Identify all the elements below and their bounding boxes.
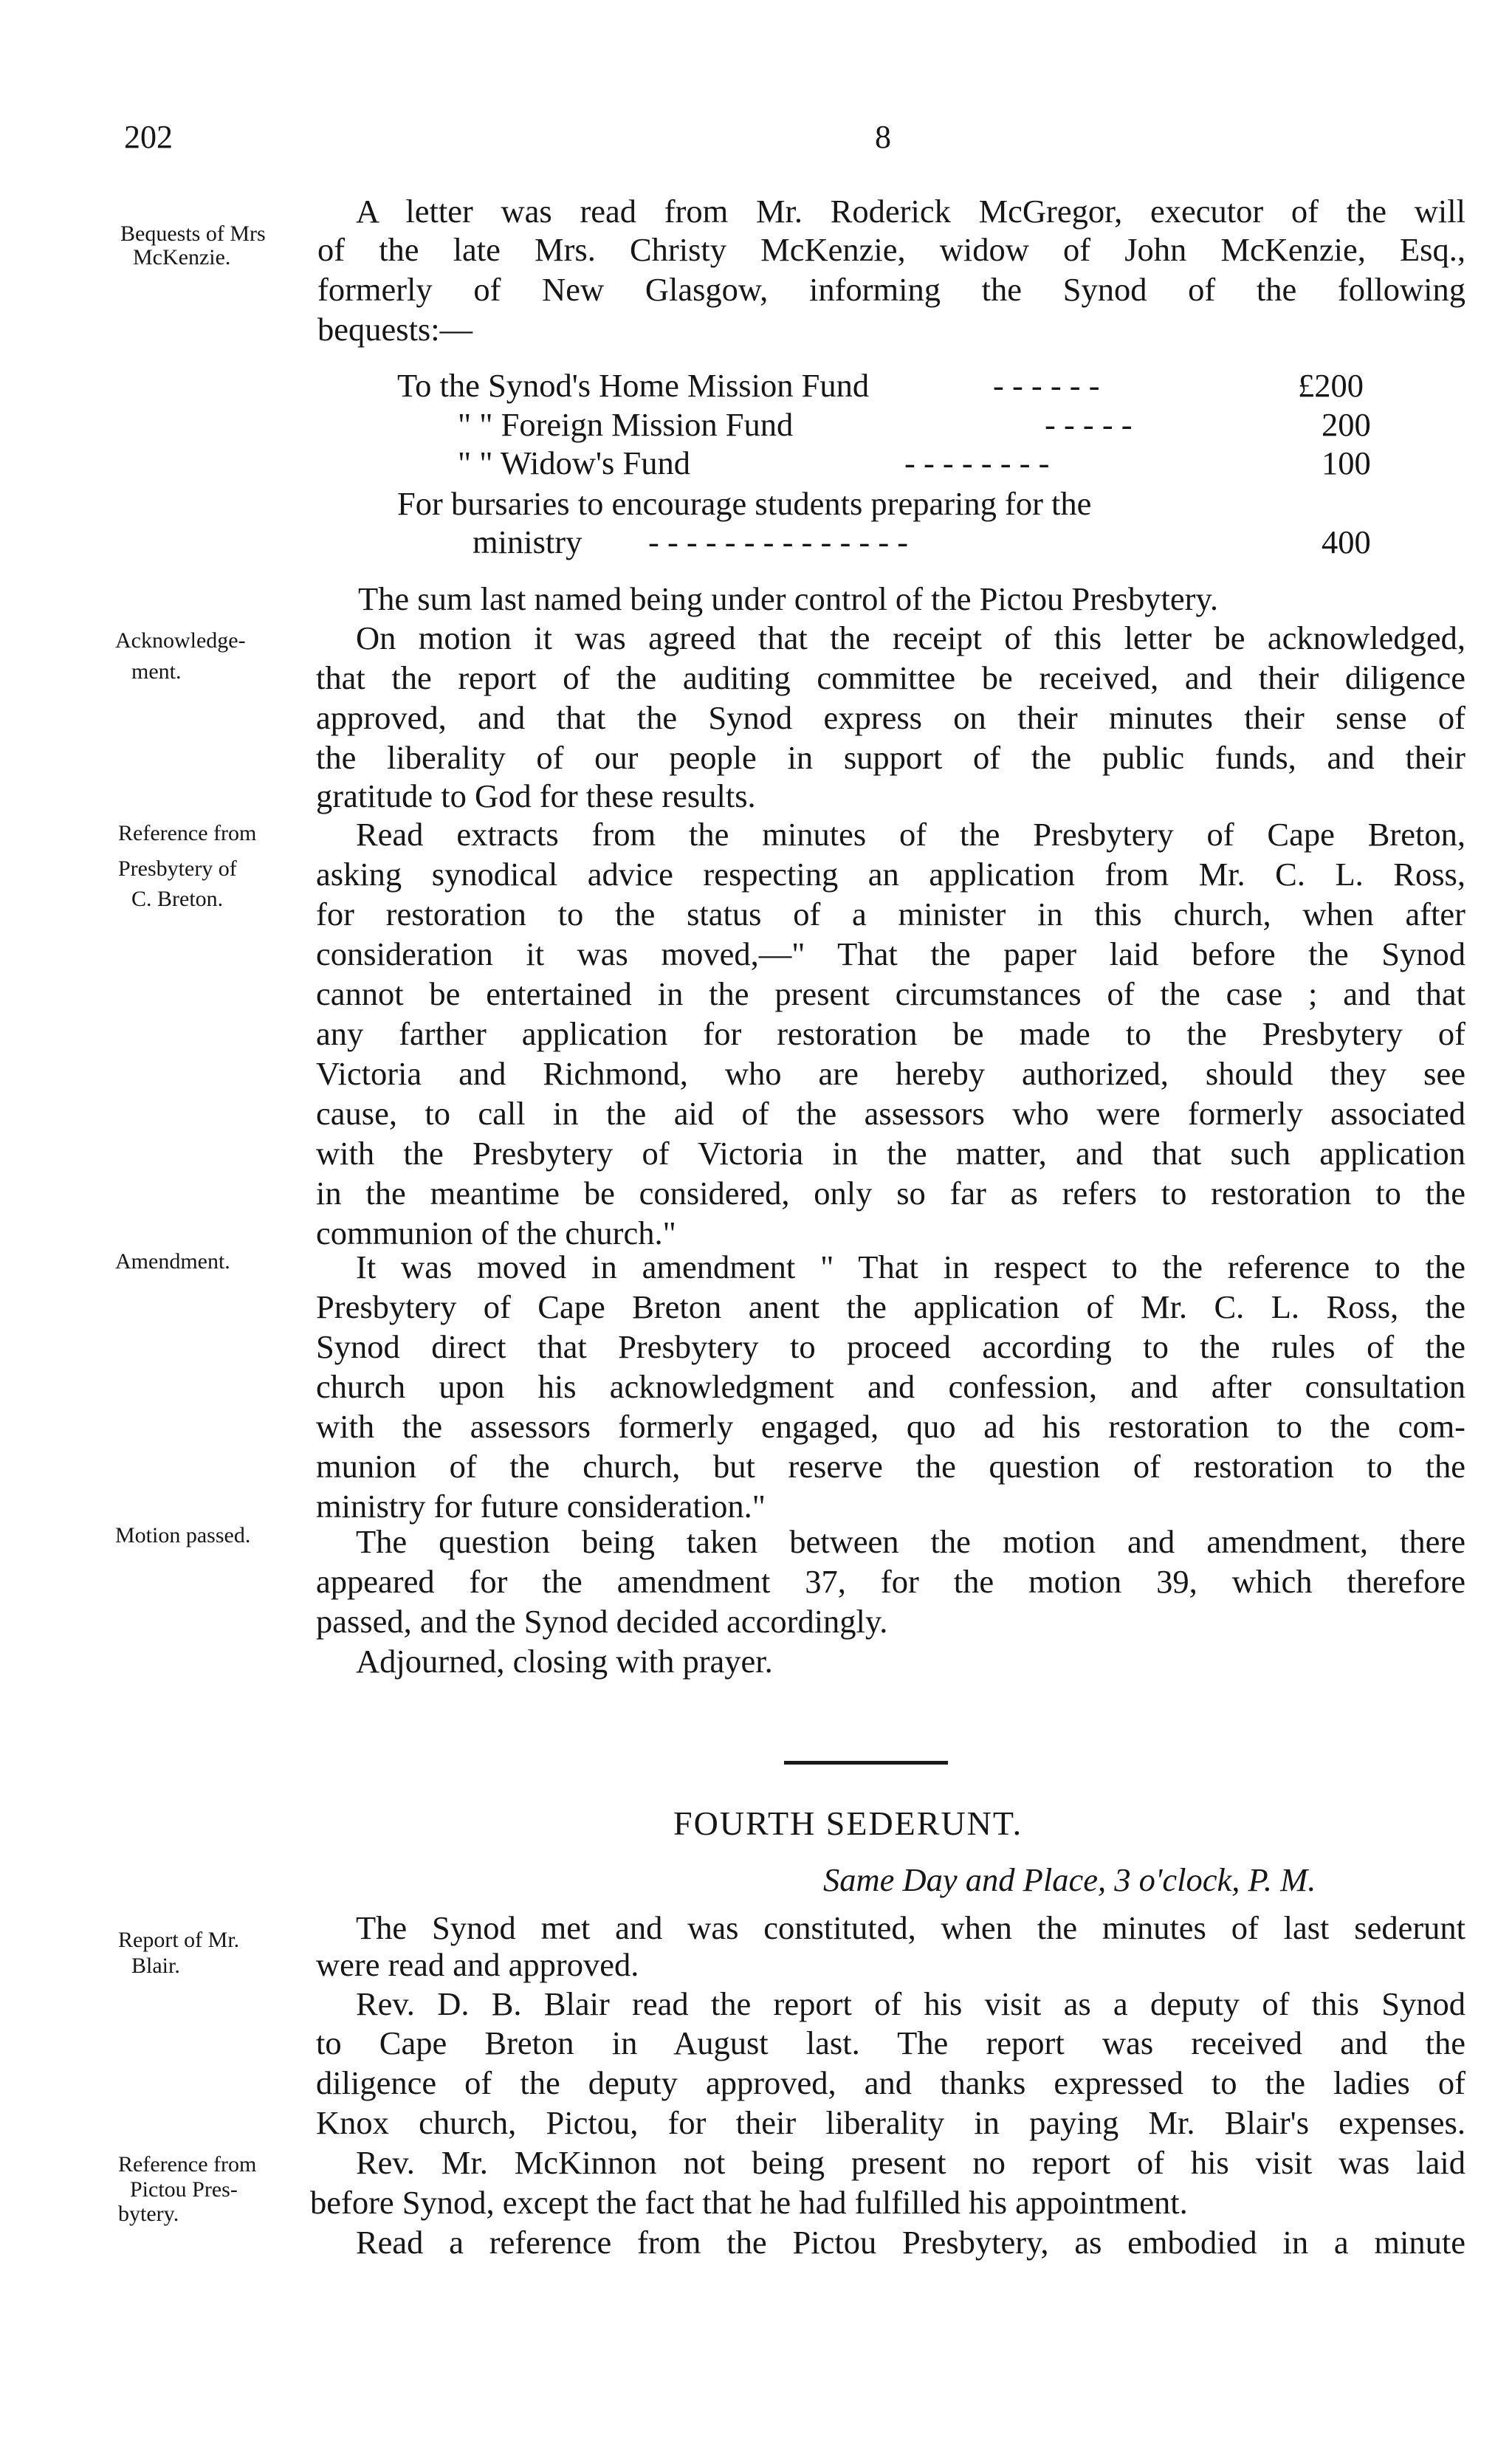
- section-divider: [784, 1761, 948, 1765]
- page-number-left: 202: [124, 119, 173, 155]
- margin-note-motion-passed: Motion passed.: [115, 1523, 251, 1547]
- section-heading: FOURTH SEDERUNT.: [673, 1804, 1023, 1842]
- margin-note-amendment: Amendment.: [115, 1249, 230, 1274]
- sum-note: The sum last named being under control of the Pictou Presbytery.: [358, 580, 1218, 617]
- bursary-line: For bursaries to encourage students preparing for the: [397, 485, 1092, 522]
- adjourned-line: Adjourned, closing with prayer.: [356, 1643, 773, 1680]
- paragraph-pictou-reference: Read a reference from the Pictou Presbytery, as embodied in a minute: [356, 2224, 1465, 2261]
- page-number-center: 8: [875, 119, 891, 155]
- dateline: Same Day and Place, 3 o'clock, P. M.: [823, 1861, 1316, 1898]
